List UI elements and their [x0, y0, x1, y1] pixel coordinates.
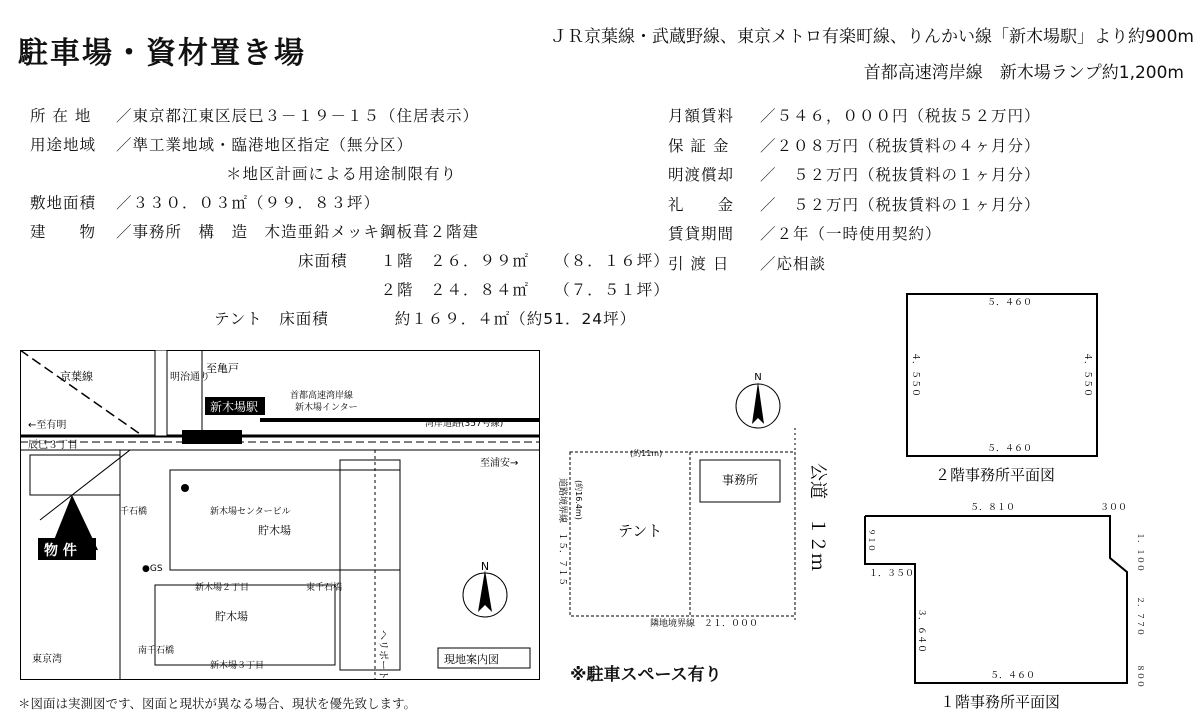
- plan1-d3640: ３．６４０: [916, 608, 926, 654]
- map-label-keiyo: 京葉線: [60, 370, 93, 383]
- left_info-value: ／事務所 構 造 木造亜鉛メッキ鋼板葺２階建: [116, 223, 480, 241]
- access-line-1: ＪＲ京葉線・武蔵野線、東京メトロ有楽町線、りんかい線「新木場駅」より約900m: [549, 27, 1194, 47]
- lot-boundary: [570, 452, 795, 616]
- left_info-row: [128, 307, 636, 329]
- map-label-shutoko: 首都高速湾岸線: [290, 391, 354, 401]
- map-label-urayasu: 至浦安→: [480, 458, 519, 469]
- map-label-lumber1: 貯木場: [258, 524, 291, 537]
- plan2-caption: ２階事務所平面図: [935, 466, 1056, 484]
- page-title: 駐車場・資材置き場: [18, 36, 306, 71]
- plan1-d1350: １．３５０: [869, 569, 915, 579]
- map-label-center: 新木場センタービル: [210, 507, 291, 517]
- map-label-guide: 現地案内図: [444, 653, 499, 666]
- map-label-higashi-senseki: 東千石橋: [306, 583, 343, 593]
- left-dim-1: 道路境界線 １５．７１５: [557, 478, 567, 587]
- station-block: [182, 430, 242, 444]
- plan2-outline: [907, 294, 1097, 456]
- map-label-minami-senseki: 南千石橋: [138, 646, 175, 656]
- right_info-value: ／２年（一時使用契約）: [760, 225, 942, 243]
- road-label: 公道 １２ｍ: [807, 463, 828, 571]
- footnote: ＊図面は実測図です、図面と現状が異なる場合、現状を優先致します。: [18, 696, 417, 711]
- map-label-tatsumi: 辰巳３丁目: [28, 440, 78, 451]
- plan1-d910: ９１０: [867, 528, 876, 552]
- right_info-label: 賃貸期間: [668, 225, 735, 243]
- left_info-row: [30, 191, 380, 213]
- floor-plan-1f: [855, 498, 1195, 713]
- left_info-label: 建 物: [30, 223, 97, 241]
- compass-n: N: [754, 372, 762, 383]
- left_info-value: 床面積 １階 ２６．９９㎡ （８．１６坪）: [298, 252, 670, 270]
- map-label-ariake: ←至有明: [28, 420, 67, 431]
- site-plan: [550, 368, 850, 628]
- plan1-bottom: ５．４６０: [990, 671, 1036, 681]
- right_info-label: 月額賃料: [668, 107, 735, 125]
- left_info-label: 所 在 地: [30, 107, 92, 125]
- plan1-caption: １階事務所平面図: [940, 693, 1061, 711]
- bottom-dim: 隣地境界線 ２１．０００: [650, 619, 759, 628]
- right_info-label: 礼 金: [668, 195, 735, 214]
- parking-note: ※駐車スペース有り: [570, 665, 722, 685]
- location-map: [20, 350, 540, 680]
- plan2-top: ５．４６０: [987, 298, 1033, 308]
- map-label-shinkiba2: 新木場２丁目: [195, 583, 250, 593]
- floor-plan-2f: [895, 292, 1110, 492]
- compass-needle: [752, 382, 764, 424]
- plan1-r3: ８００: [1136, 664, 1145, 688]
- center-building-dot: [181, 484, 189, 492]
- office-label: 事務所: [722, 473, 759, 487]
- map-label-kameido: 至亀戸: [206, 362, 239, 375]
- left_info-row: [30, 220, 479, 242]
- right_info-value: ／ ５２万円（税抜賃料の１ヶ月分）: [760, 195, 1041, 214]
- map-label-lumber2: 貯木場: [215, 610, 248, 623]
- right_info-row: [668, 252, 826, 274]
- right_info-row: [668, 222, 942, 244]
- right_info-value: ／ ５２万円（税抜賃料の１ヶ月分）: [760, 166, 1041, 184]
- right_info-row: [668, 104, 1041, 126]
- left_info-row: [212, 249, 670, 271]
- plan1-top: ５．８１０: [970, 503, 1016, 513]
- left_info-row: [30, 104, 479, 126]
- map-label-station: 新木場駅: [210, 400, 259, 414]
- right_info-label: 保 証 金: [668, 136, 730, 155]
- left_info-label: 敷地面積: [30, 194, 97, 212]
- plan2-bottom: ５．４６０: [987, 444, 1033, 454]
- plan2-left: ４．５５０: [910, 352, 920, 398]
- left_info-value: テント 床面積 約１６９．４㎡（約51．24坪）: [214, 310, 637, 328]
- plan1-r2: ２．７７０: [1136, 596, 1145, 636]
- meiji-road: [155, 350, 167, 436]
- map-label-property: 物 件: [44, 543, 77, 559]
- left_info-row: [140, 162, 457, 184]
- map-label-heliport: ヘリポート: [377, 630, 388, 680]
- left_info-row: [212, 278, 670, 300]
- map-label-shinkiba3: 新木場３丁目: [210, 661, 265, 671]
- plan2-right: ４．５５０: [1082, 352, 1092, 398]
- left_info-value: ／東京都江東区辰巳３－１９－１５（住居表示）: [116, 107, 480, 125]
- access-line-2: 首都高速湾岸線 新木場ランプ約1,200m: [863, 63, 1184, 83]
- tent-label: テント: [618, 522, 663, 540]
- map-label-interchange: 新木場インター: [295, 403, 358, 413]
- left_info-label: 用途地域: [30, 136, 97, 154]
- map-label-tokyo-bay: 東京湾: [32, 654, 62, 665]
- right_info-row: [668, 193, 1041, 215]
- right_info-row: [668, 134, 1041, 156]
- left_info-value: ＊地区計画による用途制限有り: [226, 165, 458, 183]
- left_info-value: ／３３０．０３㎡（９９．８３坪）: [116, 194, 381, 212]
- top-dim: (約11m): [630, 449, 663, 458]
- left_info-value: ２階 ２４．８４㎡ （７．５１坪）: [298, 281, 670, 299]
- right_info-label: 明渡償却: [668, 166, 735, 184]
- right_info-label: 引 渡 日: [668, 254, 730, 273]
- map-label-wangan: 湾岸道路(357号線): [425, 419, 504, 429]
- compass-n: N: [480, 560, 490, 573]
- right_info-row: [668, 163, 1041, 185]
- map-label-meiji: 明治通り: [170, 372, 210, 383]
- plan1-top-right: ３００: [1100, 503, 1128, 513]
- right_info-value: ／５４６，０００円（税抜５２万円）: [760, 107, 1041, 125]
- left-dim-2: (約16.4m): [574, 480, 583, 520]
- right_info-value: ／２０８万円（税抜賃料の４ヶ月分）: [760, 136, 1041, 155]
- left_info-value: ／準工業地域・臨港地区指定（無分区）: [116, 136, 414, 154]
- plan1-outline: [865, 516, 1127, 683]
- left_info-row: [30, 133, 413, 155]
- right_info-value: ／応相談: [760, 254, 827, 273]
- map-label-gs: ●GS: [142, 564, 163, 574]
- plan1-r1: １．１００: [1136, 532, 1145, 572]
- map-label-senseki: 千石橋: [120, 507, 148, 517]
